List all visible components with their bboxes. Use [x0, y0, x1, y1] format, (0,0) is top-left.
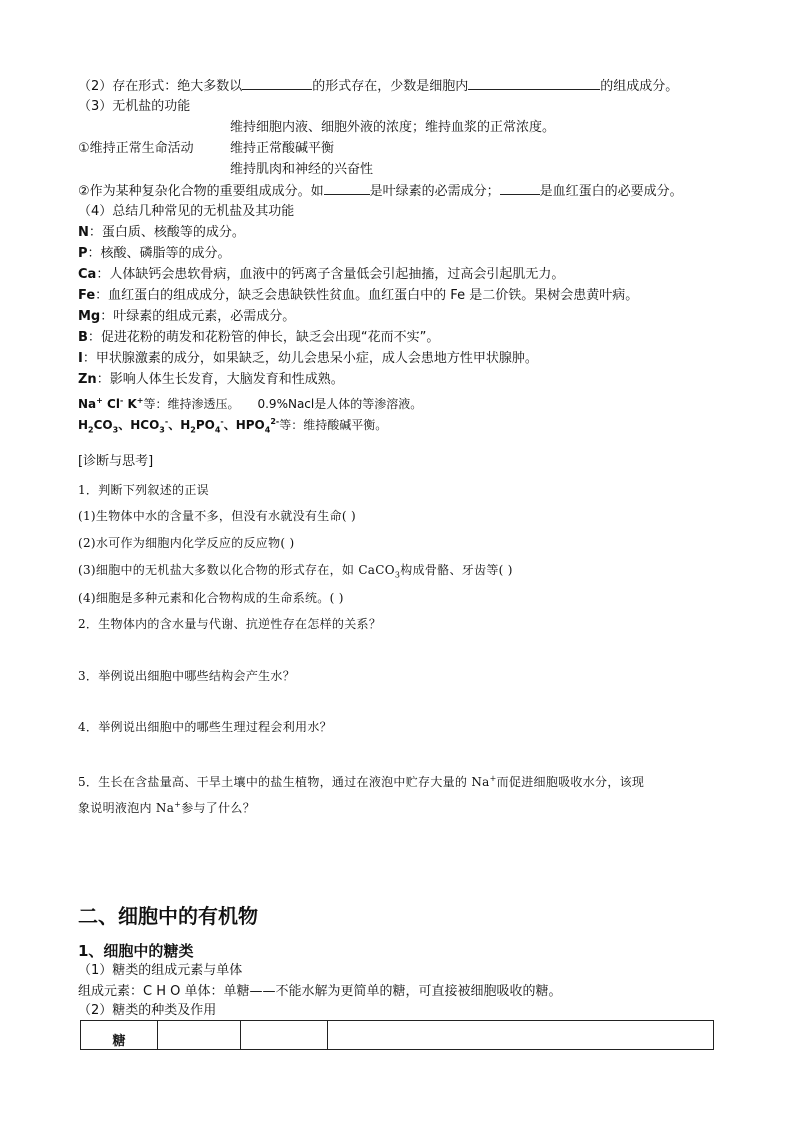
ion-charge: - [119, 396, 124, 405]
text: 是血红蛋白的必要成分。 [539, 184, 683, 199]
salt-item-p [78, 245, 231, 263]
ion-charge: + [136, 396, 144, 405]
text: 的形式存在，少数是细胞内 [312, 79, 469, 94]
function-label: ①维持正常生命活动 [78, 141, 194, 156]
text: 象说明液泡内 Na [78, 801, 175, 815]
ion-charge: + [96, 396, 103, 405]
table-head-text: 糖 [112, 1034, 126, 1049]
text: 构成骨骼、牙齿等( ) [400, 563, 513, 577]
question-1: 1．判断下列叙述的正误 [78, 483, 209, 497]
ion-symbol: Na [78, 397, 97, 411]
element-symbol: Ca [78, 267, 97, 282]
formula-part: 、HCO [118, 418, 160, 432]
text: ：蛋白质、核酸等的成分。 [88, 225, 245, 240]
text: ②作为某种复杂化合物的重要组成成分。如 [78, 184, 324, 199]
summary-title: （4）总结几种常见的无机盐及其功能 [78, 204, 295, 219]
text: 是人体的等渗溶液。 [314, 397, 423, 411]
text: ：叶绿素的组成元素，必需成分。 [100, 309, 296, 324]
text: 0.9%Nacl [257, 397, 315, 411]
formula-sub: 4 [264, 425, 271, 435]
formula-sub: 4 [214, 425, 221, 435]
table-cell [81, 1021, 158, 1050]
text: 参与了什么？ [181, 801, 255, 815]
fill-blank[interactable] [242, 77, 312, 90]
text: ：血红蛋白的组成成分，缺乏会患缺铁性贫血。血红蛋白中的 Fe 是二价铁。果树会患黄叶病。 [95, 288, 639, 303]
ion-charge: + [489, 774, 497, 783]
table-cell [328, 1021, 714, 1050]
element-symbol: N [78, 225, 89, 240]
text: 的组成成分。 [600, 79, 679, 94]
text: 等：维持酸碱平衡。 [279, 418, 388, 432]
paragraph: （2）糖类的种类及作用 [78, 1003, 217, 1018]
text: 等：维持渗透压。 [143, 397, 240, 411]
question-5-line2 [78, 796, 255, 817]
paragraph: （1）糖类的组成元素与单体 [78, 963, 243, 978]
function-item: 维持正常酸碱平衡 [230, 141, 335, 156]
compound-line [78, 182, 683, 201]
formula-sub: 3 [394, 570, 401, 580]
text: ：促进花粉的萌发和花粉管的伸长，缺乏会出现“花而不实”。 [87, 330, 440, 345]
salt-item-fe [78, 287, 638, 305]
subsection-heading: 1、细胞中的糖类 [78, 942, 194, 960]
text: 而促进细胞吸收水分，该现 [496, 775, 645, 789]
table-cell [241, 1021, 328, 1050]
fill-blank[interactable] [500, 182, 540, 195]
question-5-line1 [78, 770, 644, 791]
text: ：核酸、磷脂等的成分。 [87, 246, 231, 261]
formula-sub: 2 [190, 425, 196, 435]
element-symbol: B [78, 330, 88, 345]
diagnose-title: [诊断与思考] [78, 454, 154, 469]
paragraph: 组成元素：C H O 单体：单糖——不能水解为更简单的糖，可直接被细胞吸收的糖。 [78, 984, 562, 999]
text: ：影响人体生长发育，大脑发育和性成熟。 [96, 372, 344, 387]
formula-part: 、HPO [223, 418, 265, 432]
question-1-item[interactable]: (1)生物体中水的含量不多，但没有水就没有生命( ) [78, 509, 356, 523]
salt-item-b [78, 329, 439, 347]
formula-part: H [78, 418, 89, 432]
sugar-table [80, 1020, 714, 1050]
fill-blank[interactable] [468, 77, 600, 90]
salt-item-zn [78, 371, 344, 389]
text: ：人体缺钙会患软骨病，血液中的钙离子含量低会引起抽搐，过高会引起肌无力。 [96, 267, 565, 282]
formula-sub: 3 [159, 425, 165, 435]
text: 是叶绿素的必需成分； [369, 184, 500, 199]
formula-sub: 3 [112, 425, 119, 435]
ion-symbol: Cl [102, 397, 120, 411]
question-1-item[interactable] [78, 561, 513, 584]
salt-item-i [78, 350, 538, 368]
section-heading: 二、细胞中的有机物 [78, 904, 258, 928]
ion-symbol: K [123, 397, 137, 411]
question-1-item[interactable]: (4)细胞是多种元素和化合物构成的生命系统。( ) [78, 591, 344, 605]
salt-item-ca [78, 266, 564, 284]
formula-charge: - [220, 417, 224, 426]
function-item: 维持细胞内液、细胞外液的浓度；维持血浆的正常浓度。 [230, 120, 556, 135]
element-symbol: Zn [78, 372, 97, 387]
salt-item-n [78, 224, 245, 242]
fill-blank[interactable] [324, 182, 370, 195]
formula-part: 、H [168, 418, 191, 432]
formula-charge: 2- [270, 417, 280, 426]
salt-item-mg [78, 308, 295, 326]
function-item: 维持肌肉和神经的兴奋性 [230, 162, 374, 177]
formula-part: CO [93, 418, 113, 432]
element-symbol: Mg [78, 309, 101, 324]
formula-charge: - [164, 417, 169, 426]
element-symbol: Fe [78, 288, 96, 303]
question-1-item[interactable]: (2)水可作为细胞内化学反应的反应物( ) [78, 536, 295, 550]
element-symbol: P [78, 246, 88, 261]
text: （2）存在形式：绝大多数以 [78, 79, 243, 94]
formula-part: PO [195, 418, 215, 432]
ion-charge: + [174, 800, 182, 809]
formula-sub: 2 [88, 425, 94, 435]
table-cell [158, 1021, 241, 1050]
text: ：甲状腺激素的成分，如果缺乏，幼儿会患呆小症，成人会患地方性甲状腺肿。 [82, 351, 538, 366]
storage-form-line [78, 77, 678, 96]
salt-item-osmotic [78, 392, 422, 413]
question-3: 3．举例说出细胞中哪些结构会产生水？ [78, 669, 296, 683]
function-title: （3）无机盐的功能 [78, 99, 191, 114]
question-4: 4．举例说出细胞中的哪些生理过程会利用水？ [78, 720, 332, 734]
table-row [81, 1021, 714, 1050]
text: (3)细胞中的无机盐大多数以化合物的形式存在，如 CaCO [78, 563, 395, 577]
text: 5．生长在含盐量高、干旱土壤中的盐生植物，通过在液泡中贮存大量的 Na [78, 775, 490, 789]
element-symbol: I [78, 351, 83, 366]
question-2: 2．生物体内的含水量与代谢、抗逆性存在怎样的关系？ [78, 617, 382, 631]
salt-item-acid-base [78, 413, 387, 439]
